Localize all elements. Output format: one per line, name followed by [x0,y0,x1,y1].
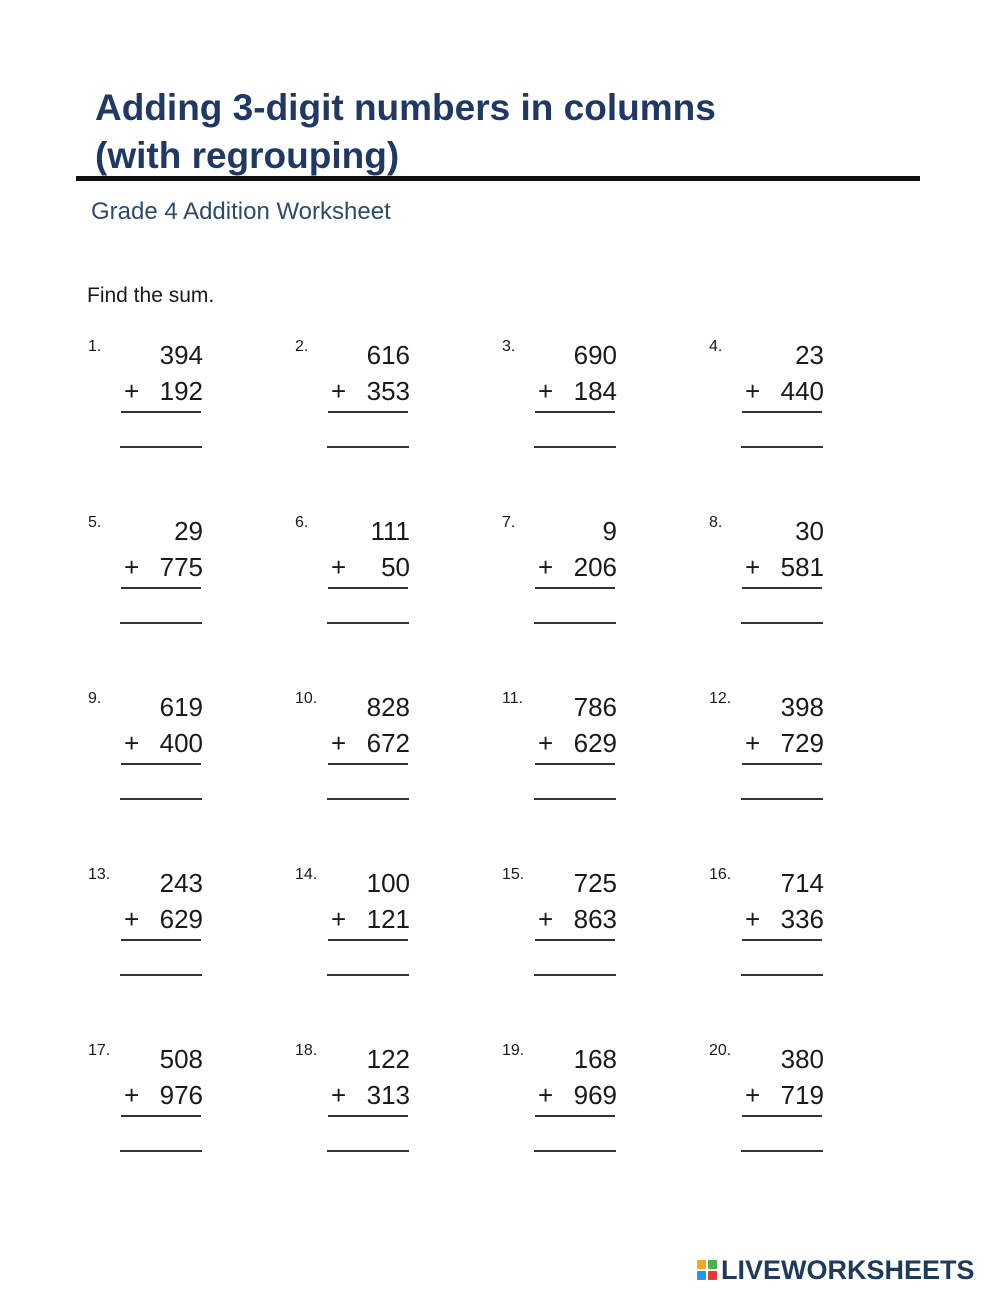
plus-sign: + [331,904,347,934]
problem-number: 3. [502,338,516,355]
worksheet-title [95,84,915,180]
title-divider [76,176,920,181]
answer-field[interactable] [120,622,202,624]
first-addend: 619 [159,692,203,722]
first-addend: 394 [159,340,203,370]
sum-bar [742,1115,822,1117]
answer-field[interactable] [534,1150,616,1152]
second-addend: 719 [780,1080,824,1110]
logo-square-1 [697,1260,706,1269]
problem-number: 10. [295,690,318,707]
sum-bar [121,587,201,589]
answer-field[interactable] [120,798,202,800]
problem-14 [295,866,455,996]
problem-number: 9. [88,690,102,707]
problem-number: 12. [709,690,732,707]
answer-field[interactable] [327,974,409,976]
problem-8 [709,514,869,644]
answer-field[interactable] [120,974,202,976]
answer-field[interactable] [327,1150,409,1152]
problem-13 [88,866,248,996]
problem-7 [502,514,662,644]
liveworksheets-logo-icon [697,1260,717,1280]
first-addend: 690 [573,340,617,370]
problem-18 [295,1042,455,1172]
answer-field[interactable] [534,974,616,976]
logo-text: LIVEWORKSHEETS [721,1254,975,1285]
sum-bar [121,1115,201,1117]
first-addend: 168 [573,1044,617,1074]
sum-bar [328,1115,408,1117]
second-addend: 313 [366,1080,410,1110]
first-addend: 23 [795,340,824,370]
first-addend: 30 [795,516,824,546]
second-addend: 400 [159,728,203,758]
problem-number: 2. [295,338,309,355]
answer-field[interactable] [327,798,409,800]
problem-number: 16. [709,866,732,883]
sum-bar [535,1115,615,1117]
first-addend: 111 [370,516,410,546]
sum-bar [742,411,822,413]
second-addend: 969 [573,1080,617,1110]
problem-number: 7. [502,514,516,531]
sum-bar [535,587,615,589]
answer-field[interactable] [327,446,409,448]
plus-sign: + [124,376,140,406]
plus-sign: + [745,728,761,758]
problem-17 [88,1042,248,1172]
problem-number: 18. [295,1042,318,1059]
plus-sign: + [745,552,761,582]
second-addend: 581 [780,552,824,582]
sum-bar [742,587,822,589]
problem-16 [709,866,869,996]
first-addend: 243 [159,868,203,898]
problem-11 [502,690,662,820]
second-addend: 729 [780,728,824,758]
problem-5 [88,514,248,644]
first-addend: 616 [366,340,410,370]
answer-field[interactable] [120,1150,202,1152]
problem-number: 13. [88,866,111,883]
problem-6 [295,514,455,644]
problem-number: 4. [709,338,723,355]
sum-bar [535,763,615,765]
problem-20 [709,1042,869,1172]
plus-sign: + [331,728,347,758]
problem-number: 6. [295,514,309,531]
problem-1 [88,338,248,468]
problem-number: 5. [88,514,102,531]
plus-sign: + [331,552,347,582]
plus-sign: + [538,376,554,406]
plus-sign: + [745,1080,761,1110]
problem-number: 15. [502,866,525,883]
sum-bar [121,939,201,941]
answer-field[interactable] [741,974,823,976]
title-line-1: Adding 3-digit numbers in columns [95,87,716,128]
sum-bar [328,939,408,941]
problem-3 [502,338,662,468]
plus-sign: + [124,552,140,582]
problem-12 [709,690,869,820]
answer-field[interactable] [327,622,409,624]
sum-bar [121,763,201,765]
first-addend: 828 [366,692,410,722]
plus-sign: + [538,728,554,758]
second-addend: 336 [780,904,824,934]
sum-bar [742,763,822,765]
logo-square-2 [708,1260,717,1269]
answer-field[interactable] [741,1150,823,1152]
first-addend: 714 [780,868,824,898]
first-addend: 508 [159,1044,203,1074]
first-addend: 380 [780,1044,824,1074]
second-addend: 629 [159,904,203,934]
second-addend: 629 [573,728,617,758]
problem-number: 11. [502,690,524,707]
title-line-2: (with regrouping) [95,135,400,176]
plus-sign: + [124,1080,140,1110]
plus-sign: + [745,376,761,406]
problem-number: 19. [502,1042,525,1059]
plus-sign: + [745,904,761,934]
second-addend: 121 [366,904,410,934]
problem-4 [709,338,869,468]
problem-number: 17. [88,1042,111,1059]
sum-bar [328,587,408,589]
first-addend: 122 [366,1044,410,1074]
instructions: Find the sum. [87,284,215,307]
problem-15 [502,866,662,996]
second-addend: 672 [366,728,410,758]
worksheet-subtitle: Grade 4 Addition Worksheet [91,198,391,225]
answer-field[interactable] [534,446,616,448]
problem-2 [295,338,455,468]
second-addend: 192 [159,376,203,406]
first-addend: 29 [174,516,203,546]
plus-sign: + [331,1080,347,1110]
second-addend: 50 [381,552,410,582]
problem-number: 14. [295,866,318,883]
plus-sign: + [124,728,140,758]
second-addend: 353 [366,376,410,406]
answer-field[interactable] [534,798,616,800]
first-addend: 786 [573,692,617,722]
problem-number: 1. [88,338,102,355]
problem-number: 8. [709,514,723,531]
problem-9 [88,690,248,820]
logo-square-3 [697,1271,706,1280]
plus-sign: + [538,904,554,934]
sum-bar [328,411,408,413]
sum-bar [742,939,822,941]
answer-field[interactable] [741,446,823,448]
sum-bar [121,411,201,413]
plus-sign: + [538,1080,554,1110]
liveworksheets-logo [697,1253,975,1287]
plus-sign: + [331,376,347,406]
first-addend: 100 [366,868,410,898]
first-addend: 9 [602,516,617,546]
problem-19 [502,1042,662,1172]
plus-sign: + [538,552,554,582]
first-addend: 725 [573,868,617,898]
sum-bar [535,939,615,941]
answer-field[interactable] [741,798,823,800]
first-addend: 398 [780,692,824,722]
answer-field[interactable] [120,446,202,448]
second-addend: 775 [159,552,203,582]
second-addend: 440 [780,376,824,406]
answer-field[interactable] [534,622,616,624]
second-addend: 206 [573,552,617,582]
logo-square-4 [708,1271,717,1280]
problem-number: 20. [709,1042,732,1059]
plus-sign: + [124,904,140,934]
sum-bar [328,763,408,765]
sum-bar [535,411,615,413]
second-addend: 976 [159,1080,203,1110]
problem-10 [295,690,455,820]
second-addend: 184 [573,376,617,406]
answer-field[interactable] [741,622,823,624]
second-addend: 863 [573,904,617,934]
